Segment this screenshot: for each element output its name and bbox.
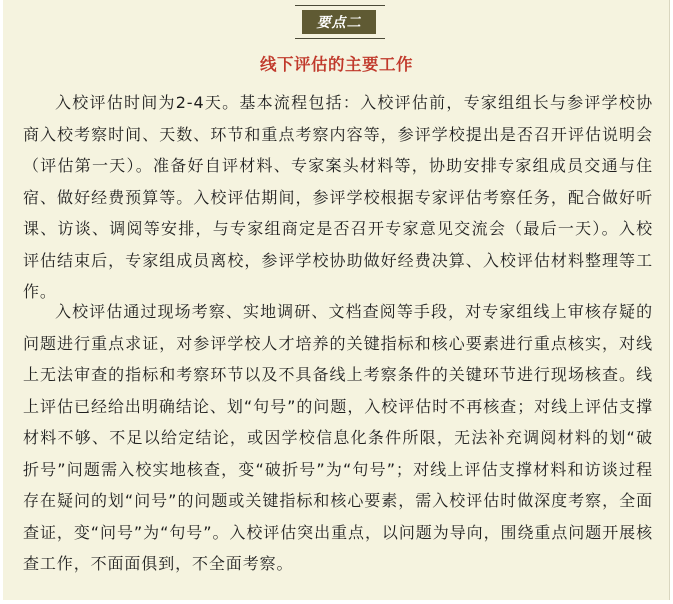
content-card <box>3 0 670 600</box>
section-title: 线下评估的主要工作 <box>260 55 413 74</box>
section-badge-frame <box>295 5 385 39</box>
paragraph-onsite-verification: 入校评估通过现场考察、实地调研、文档查阅等手段，对专家组线上审核存疑的问题进行重点求证，对参评学校人才培养的关键指标和核心要素进行重点核实，对线上无法审查的指标和考察环节以及不具备线上考察条件的关键环节进行现场核查。线上评估已经给出明确结论、划“句号”的问题，入校评估时不再核查；对线上评估支撑材料不够、不足以给定结论，或因学校信息化条件所限，无法补充调阅材料的划“破折号”问题需入校实地核查，变“破折号”为“句号”；对线上评估支撑材料和访谈过程存在疑问的划“问号”的问题或关键指标和核心要素，需入校评估时做深度考察，全面查证，变“问号”为“句号”。入校评估突出重点，以问题为导向，围绕重点问题开展核查工作，不面面俱到，不全面考察。 <box>23 302 653 573</box>
paragraph-process: 入校评估时间为2-4天。基本流程包括：入校评估前，专家组组长与参评学校协商入校考察时间、天数、环节和重点考察内容等，参评学校提出是否召开评估说明会（评估第一天）。准备好自评材料、专家案头材料等，协助安排专家组成员交通与住宿、做好经费预算等。入校评估期间，参评学校根据专家评估考察任务，配合做好听课、访谈、调阅等安排，与专家组商定是否召开专家意见交流会（最后一天）。入校评估结束后，专家组成员离校，参评学校协助做好经费决算、入校评估材料整理等工作。 <box>23 93 653 301</box>
section-badge: 要点二 <box>302 10 376 34</box>
